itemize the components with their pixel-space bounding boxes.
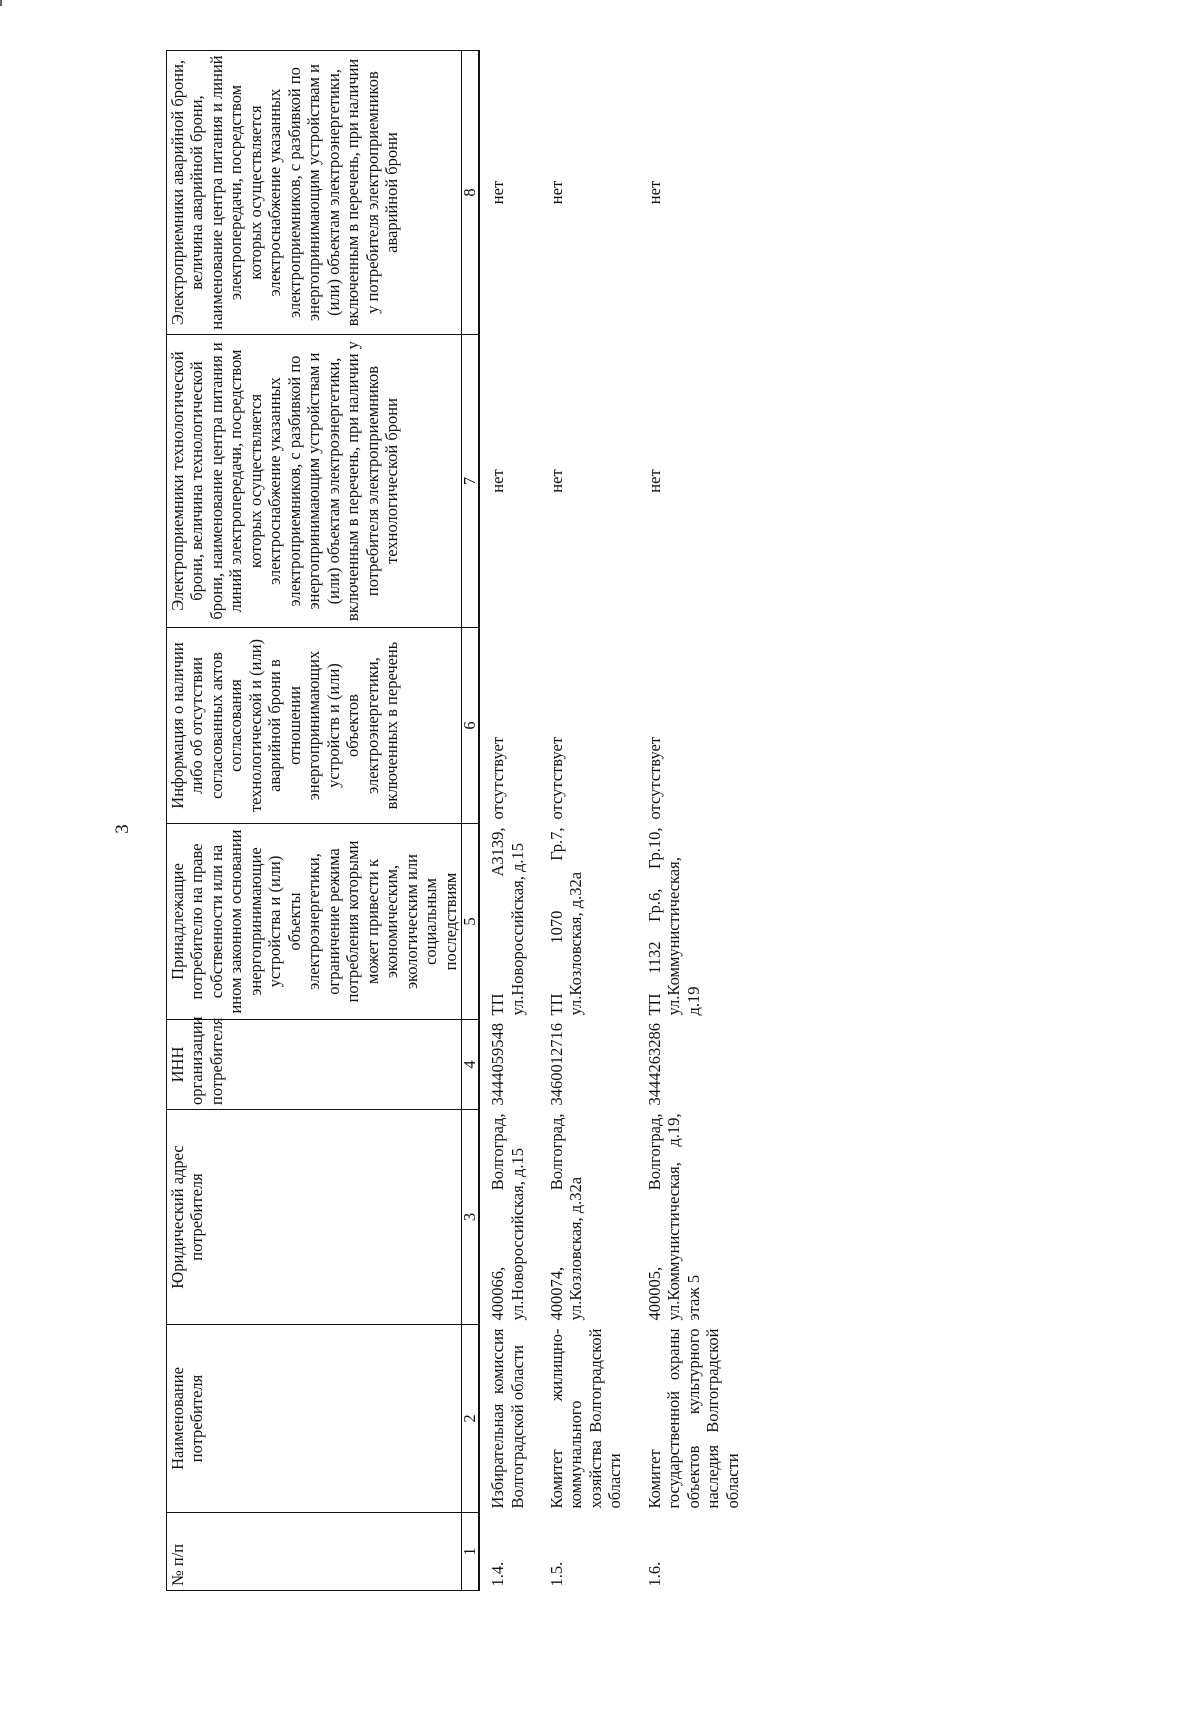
inn-value: 3444263286 xyxy=(644,1023,664,1106)
row-number: 1.5. xyxy=(546,1561,566,1587)
legal-address: 400074, Волгоград, ул.Козловская, д.32а xyxy=(546,1113,586,1321)
table-header-row xyxy=(167,51,462,1591)
devices-value: ТП 1132 Гр.6, Гр.10, ул.Коммунистическая, д.19 xyxy=(644,827,703,1016)
scan-edge-mark xyxy=(0,0,2,6)
column-number: 8 xyxy=(462,51,480,335)
column-number: 5 xyxy=(462,824,480,1020)
header-agreements: Информация о наличии либо об отсутствии согласованных актов согласования технологической и (или) аварийной брони в отношении энергопринимающих устройств и (или) объектов электроэнергетики, включенных в перечень xyxy=(167,628,462,824)
inn-value: 3444059548 xyxy=(488,1023,508,1106)
row-number: 1.6. xyxy=(644,1561,664,1587)
column-numbers-row xyxy=(462,51,480,1591)
devices-value: ТП 1070 Гр.7, ул.Козловская, д.32а xyxy=(546,827,586,1016)
consumer-list-table xyxy=(166,50,754,1591)
header-number: № п/п xyxy=(167,1513,462,1591)
tech-reserve-value: нет xyxy=(488,469,508,493)
emergency-reserve-value: нет xyxy=(644,180,664,205)
emergency-reserve-value: нет xyxy=(488,180,508,205)
consumer-name: Комитет государственной охраны объектов культурного наследия Волгоградской области xyxy=(644,1328,742,1509)
header-tech-reserve: Электроприемники технологической брони, величина технологической брони, наименование центра питания и линий электропередачи, посредством которых осуществляется электроснабжение указанных электроприемников, с разбивкой по энергопринимающим устройствам и (или) объектам электроэнергетики, включенным в перечень, при наличии у потребителя электроприемников технологической брони xyxy=(167,335,462,628)
tech-reserve-value: нет xyxy=(644,469,664,493)
table-row xyxy=(539,51,637,1591)
consumer-name: Избирательная комиссия Волгоградской области xyxy=(488,1328,527,1509)
header-devices: Принадлежащие потребителю на праве собственности или на ином законном основании энергопринимающие устройства и (или) объекты электроэнергетики, ограничение режима потребления которыми может привести к экономическим, экологическим или социальным последствиям xyxy=(167,824,462,1020)
legal-address: 400066, Волгоград, ул.Новороссийская, д.15 xyxy=(488,1113,527,1321)
rotated-table-container xyxy=(166,51,742,1591)
header-inn: ИНН организации потребителя xyxy=(167,1020,462,1110)
column-number: 6 xyxy=(462,628,480,824)
header-legal-address: Юридический адрес потребителя xyxy=(167,1110,462,1325)
header-consumer-name: Наименование потребителя xyxy=(167,1325,462,1513)
table-row xyxy=(479,51,539,1591)
header-emergency-reserve: Электроприемники аварийной брони, величина аварийной брони, наименование центра питания и линий электропередачи, посредством которых осуществляется электроснабжение указанных электроприемников, с разбивкой по энергопринимающим устройствам и (или) объектам электроэнергетики, включенным в перечень, при наличии у потребителя электроприемников аварийной брони xyxy=(167,51,462,335)
legal-address: 400005, Волгоград, ул.Коммунистическая, д.19, этаж 5 xyxy=(644,1113,703,1321)
row-number: 1.4. xyxy=(488,1561,508,1587)
column-number: 3 xyxy=(462,1110,480,1325)
emergency-reserve-value: нет xyxy=(546,180,566,205)
table-row xyxy=(637,51,754,1591)
inn-value: 3460012716 xyxy=(546,1023,566,1106)
tech-reserve-value: нет xyxy=(546,469,566,493)
agreements-value: отсутствует xyxy=(546,736,566,820)
column-number: 7 xyxy=(462,335,480,628)
devices-value: ТП А3139, ул.Новороссийская, д.15 xyxy=(488,827,527,1016)
column-number: 4 xyxy=(462,1020,480,1110)
agreements-value: отсутствует xyxy=(488,736,508,820)
column-number: 2 xyxy=(462,1325,480,1513)
consumer-name: Комитет жилищно-коммунального хозяйства Волгоградской области xyxy=(546,1328,625,1509)
agreements-value: отсутствует xyxy=(644,736,664,820)
column-number: 1 xyxy=(462,1513,480,1591)
page-number: 3 xyxy=(111,824,133,834)
